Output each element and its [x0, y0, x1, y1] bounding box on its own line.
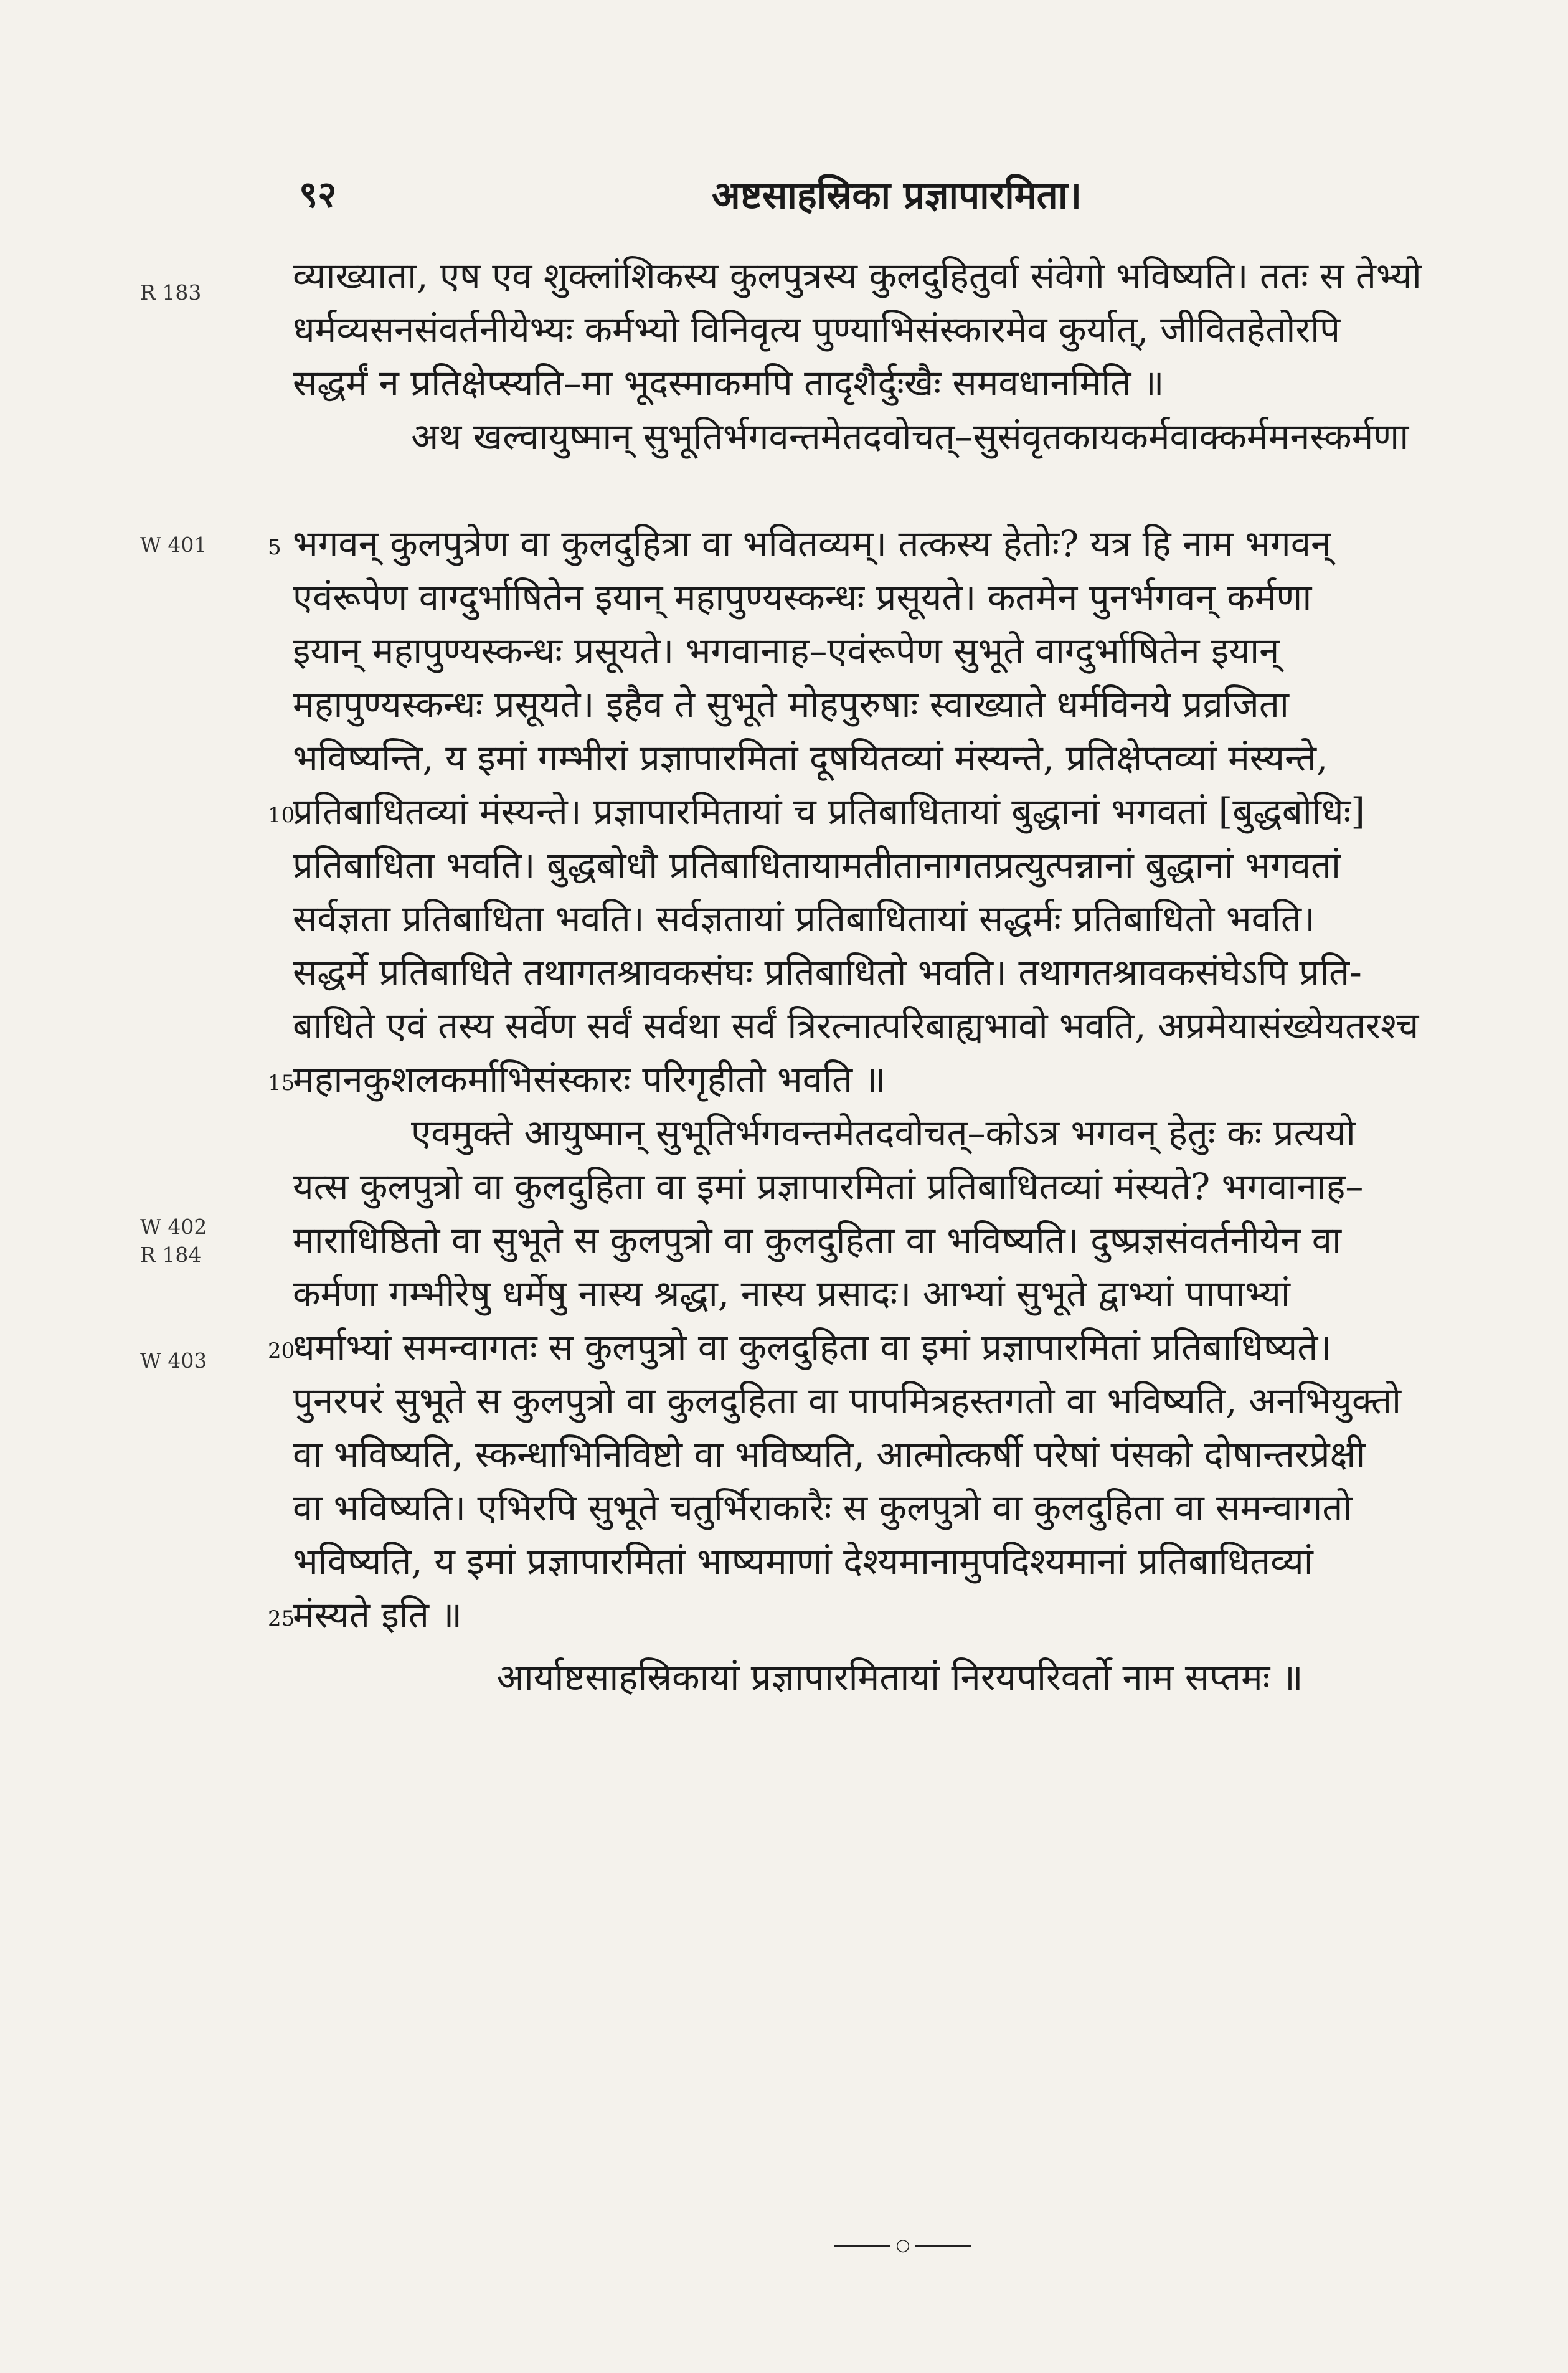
page-number: ९२ [299, 173, 337, 216]
line-number: 5 [268, 535, 281, 560]
text-line: सद्धर्मं न प्रतिक्षेप्स्यति–मा भूदस्माकमपि तादृशैर्दुःखैः समवधानमिति ॥ [293, 362, 1164, 404]
text-line: पुनरपरं सुभूते स कुलपुत्रो वा कुलदुहिता वा पापमित्रहस्तगतो वा भविष्यति, अनभियुक्तो [293, 1380, 1402, 1422]
text-line: अथ खल्वायुष्मान् सुभूतिर्भगवन्तमेतदवोचत्–सुसंवृतकायकर्मवाक्कर्ममनस्कर्मणा [411, 415, 1409, 458]
section-end-ornament [834, 2236, 971, 2255]
text-line: सर्वज्ञता प्रतिबाधिता भवति। सर्वज्ञतायां प्रतिबाधितायां सद्धर्मः प्रतिबाधितो भवति। [293, 898, 1315, 940]
ornament-circle-icon: ○ [895, 2236, 910, 2255]
line-number: 15 [268, 1071, 295, 1096]
margin-note-r184: R 184 [140, 1243, 202, 1267]
text-line: धर्मव्यसनसंवर्तनीयेभ्यः कर्मभ्यो विनिवृत्य पुण्याभिसंस्कारमेव कुर्यात्, जीवितहेतोरपि [293, 308, 1341, 351]
ornament-right-dash [915, 2245, 971, 2247]
text-line: प्रतिबाधिता भवति। बुद्धबोधौ प्रतिबाधितायामतीतानागतप्रत्युत्पन्नानां बुद्धानां भगवतां [293, 844, 1341, 886]
running-title: अष्टसाहस्रिका प्रज्ञापारमिता। [711, 174, 1082, 217]
text-line: 15 महानकुशलकर्माभिसंस्कारः परिगृहीतो भवति ॥ [293, 1053, 1507, 1106]
text-line: 20 धर्माभ्यां समन्वागतः स कुलपुत्रो वा कुलदुहिता वा इमां प्रज्ञापारमितां प्रतिबाधिष्यते। [293, 1320, 1507, 1374]
line-number: 20 [268, 1338, 295, 1363]
line-number: 10 [268, 803, 295, 828]
text-line: वा भविष्यति, स्कन्धाभिनिविष्टो वा भविष्यति, आत्मोत्कर्षी परेषां पंसको दोषान्तरप्रेक्षी [293, 1433, 1366, 1475]
page-header [293, 168, 1501, 224]
ornament-left-dash [834, 2245, 890, 2247]
text-line: भविष्यति, य इमां प्रज्ञापारमितां भाष्यमाणां देश्यमानामुपदिश्यमानां प्रतिबाधितव्यां [293, 1540, 1313, 1583]
colophon: आर्याष्टसाहस्रिकायां प्रज्ञापारमितायां निरयपरिवर्तो नाम सप्तमः ॥ [496, 1656, 1303, 1698]
text-line: वा भविष्यति। एभिरपि सुभूते चतुर्भिराकारैः स कुलपुत्रो वा कुलदुहिता वा समन्वागतो [293, 1487, 1353, 1529]
margin-note-w403: W 403 [140, 1348, 207, 1373]
text-line: 10 प्रतिबाधितव्यां मंस्यन्ते। प्रज्ञापारमितायां च प्रतिबाधितायां बुद्धानां भगवतां [बुद्धबोधिः] [293, 785, 1507, 838]
text-line: माराधिष्ठितो वा सुभूते स कुलपुत्रो वा कुलदुहिता वा भविष्यति। दुष्प्रज्ञसंवर्तनीयेन वा [293, 1219, 1342, 1261]
margin-note-r183: R 183 [140, 280, 202, 305]
text-line: इयान् महापुण्यस्कन्धः प्रसूयते। भगवानाह–एवंरूपेण सुभूते वाग्दुर्भाषितेन इयान् [293, 630, 1280, 672]
text-line: एवमुक्ते आयुष्मान् सुभूतिर्भगवन्तमेतदवोचत्–कोऽत्र भगवन् हेतुः कः प्रत्ययो [411, 1112, 1356, 1154]
text-line: एवंरूपेण वाग्दुर्भाषितेन इयान् महापुण्यस्कन्धः प्रसूयते। कतमेन पुनर्भगवन् कर्मणा [293, 576, 1312, 618]
text-line: यत्स कुलपुत्रो वा कुलदुहिता वा इमां प्रज्ञापारमितां प्रतिबाधितव्यां मंस्यते? भगवानाह– [293, 1165, 1364, 1208]
line-number: 25 [268, 1606, 295, 1631]
margin-note-w401: W 401 [140, 533, 207, 557]
text-line: 5 भगवन् कुलपुत्रेण वा कुलदुहित्रा वा भवितव्यम्। तत्कस्य हेतोः? यत्र हि नाम भगवन् [293, 517, 1507, 571]
text-line: 25 मंस्यते इति ॥ [293, 1588, 1507, 1642]
margin-note-w402: W 402 [140, 1215, 207, 1239]
text-line: व्याख्याता, एष एव शुक्लांशिकस्य कुलपुत्रस्य कुलदुहितुर्वा संवेगो भविष्यति। ततः स तेभ्यो [293, 255, 1422, 297]
text-line: बाधिते एवं तस्य सर्वेण सर्वं सर्वथा सर्वं त्रिरत्नात्परिबाह्यभावो भवति, अप्रमेयासंख्येयतरश्च [293, 1005, 1419, 1047]
text-line: कर्मणा गम्भीरेषु धर्मेषु नास्य श्रद्धा, नास्य प्रसादः। आभ्यां सुभूते द्वाभ्यां पापाभ्यां [293, 1272, 1290, 1315]
text-line: भविष्यन्ति, य इमां गम्भीरां प्रज्ञापारमितां दूषयितव्यां मंस्यन्ते, प्रतिक्षेप्तव्यां मंस्यन्ते, [293, 737, 1328, 779]
text-line: सद्धर्मे प्रतिबाधिते तथागतश्रावकसंघः प्रतिबाधितो भवति। तथागतश्रावकसंघेऽपि प्रति- [293, 951, 1362, 993]
text-line: महापुण्यस्कन्धः प्रसूयते। इहैव ते सुभूते मोहपुरुषाः स्वाख्याते धर्मविनये प्रव्रजिता [293, 683, 1289, 726]
